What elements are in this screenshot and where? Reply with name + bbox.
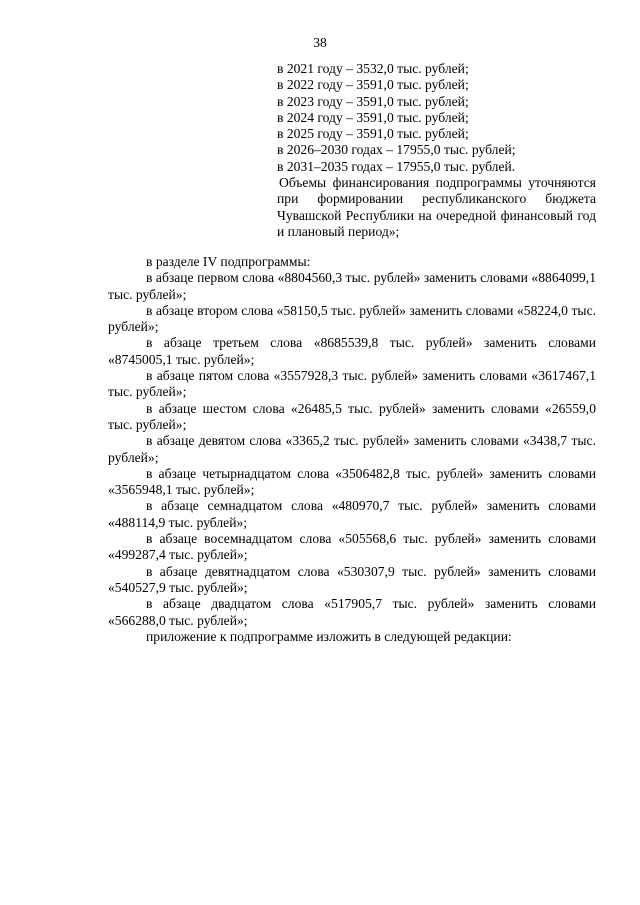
replacement-paragraph-17: в абзаце семнадцатом слова «480970,7 тыс. рублей» заменить словами «488114,9 тыс. рублей»; [108, 498, 596, 530]
funding-line-2022: в 2022 году – 3591,0 тыс. рублей; [277, 77, 469, 93]
funding-block [277, 61, 596, 240]
replacement-paragraph-3: в абзаце третьем слова «8685539,8 тыс. рублей» заменить словами «8745005,1 тыс. рублей»; [108, 335, 596, 367]
replacement-paragraph-1: в абзаце первом слова «8804560,3 тыс. рублей» заменить словами «8864099,1 тыс. рублей»; [108, 270, 596, 302]
replacement-paragraph-14: в абзаце четырнадцатом слова «3506482,8 тыс. рублей» заменить словами «3565948,1 тыс. рублей»; [108, 465, 596, 498]
closing-instruction: приложение к подпрограмме изложить в следующей редакции: [146, 628, 512, 644]
funding-note: Объемы финансирования подпрограммы уточняются при формировании республиканского бюджета Чувашской Республики на очередной финансовый год и плановый период»; [277, 175, 596, 239]
replacement-paragraph-20: в абзаце двадцатом слова «517905,7 тыс. рублей» заменить словами «566288,0 тыс. рублей»; [108, 596, 596, 628]
section-intro: в разделе IV подпрограммы: [146, 254, 311, 269]
funding-line-2021: в 2021 году – 3532,0 тыс. рублей; [277, 61, 469, 76]
main-text [108, 254, 596, 645]
funding-line-2023: в 2023 году – 3591,0 тыс. рублей; [277, 93, 469, 109]
replacement-paragraph-2: в абзаце втором слова «58150,5 тыс. рублей» заменить словами «58224,0 тыс. рублей»; [108, 302, 596, 335]
funding-note-wrap [277, 175, 596, 240]
page-number: 38 [313, 35, 327, 50]
funding-line-2031-2035: в 2031–2035 годах – 17955,0 тыс. рублей. [277, 158, 516, 174]
funding-line-2025: в 2025 году – 3591,0 тыс. рублей; [277, 126, 469, 142]
replacement-paragraph-6: в абзаце шестом слова «26485,5 тыс. рублей» заменить словами «26559,0 тыс. рублей»; [108, 400, 596, 432]
replacement-paragraph-5: в абзаце пятом слова «3557928,3 тыс. рублей» заменить словами «3617467,1 тыс. рублей»; [108, 368, 596, 400]
funding-line-2026-2030: в 2026–2030 годах – 17955,0 тыс. рублей; [277, 142, 516, 158]
replacement-paragraph-18: в абзаце восемнадцатом слова «505568,6 тыс. рублей» заменить словами «499287,4 тыс. рублей»; [108, 531, 596, 563]
funding-line-2024: в 2024 году – 3591,0 тыс. рублей; [277, 109, 469, 125]
replacement-paragraph-19: в абзаце девятнадцатом слова «530307,9 тыс. рублей» заменить словами «540527,9 тыс. рублей»; [108, 563, 596, 595]
replacement-paragraph-9: в абзаце девятом слова «3365,2 тыс. рублей» заменить словами «3438,7 тыс. рублей»; [108, 433, 596, 465]
